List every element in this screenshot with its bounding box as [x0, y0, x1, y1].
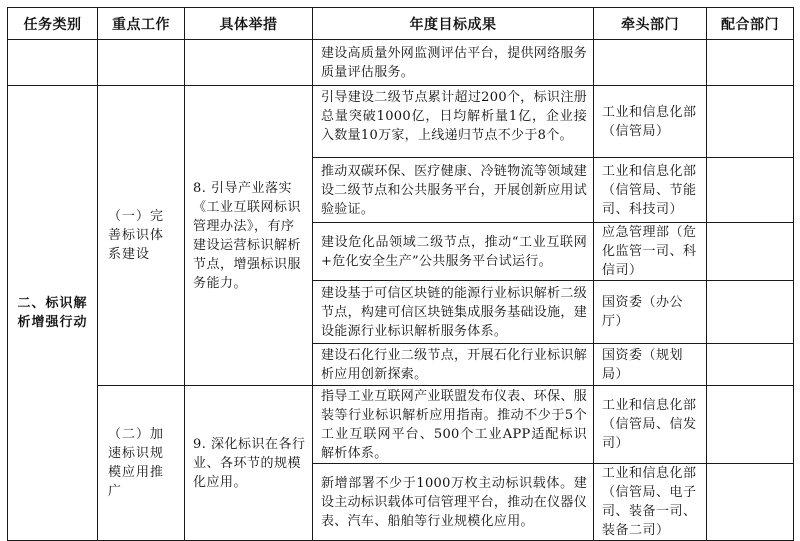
lead-dept-cell: 工业和信息化部（信管局、电子司、装备一司、装备二司）	[594, 464, 707, 541]
measure-cell: 9. 深化标识在各行业、各环节的规模化应用。	[185, 386, 313, 541]
key-work-cell: （二）加速标识规模应用推广	[98, 386, 185, 541]
table-row	[8, 86, 794, 158]
header-annual-goals: 年度目标成果	[313, 8, 594, 40]
header-row	[8, 8, 794, 40]
goal-cell: 建设基于可信区块链的能源行业标识解析二级节点，构建可信区块链集成服务基础设施，建设能源行业标识解析服务体系。	[313, 281, 594, 344]
goal-cell: 指导工业互联网产业联盟发布仪表、环保、服装等行业标识解析应用指南。推动不少于5个工业互联网平台、500个工业APP适配标识解析体系。	[313, 386, 594, 464]
table-row	[8, 40, 794, 86]
co-dept-cell	[707, 158, 794, 223]
header-category: 任务类别	[8, 8, 98, 40]
lead-dept-cell: 应急管理部（危化监管一司、科信司）	[594, 223, 707, 281]
lead-dept-cell: 工业和信息化部（信管局、节能司、科技司）	[594, 158, 707, 223]
co-dept-cell	[707, 464, 794, 541]
measure-cell: 8. 引导产业落实《工业互联网标识管理办法》，有序建设运营标识解析节点，增强标识服务能力。	[185, 86, 313, 386]
co-dept-cell	[707, 344, 794, 386]
header-key-work: 重点工作	[98, 8, 185, 40]
co-dept-cell	[707, 281, 794, 344]
measure-cell-empty	[185, 40, 313, 86]
lead-dept-cell: 国资委（规划局）	[594, 344, 707, 386]
goal-cell: 建设高质量外网监测评估平台，提供网络服务质量评估服务。	[313, 40, 594, 86]
table-row	[8, 386, 794, 464]
goal-cell: 新增部署不少于1000万枚主动标识载体。建设主动标识载体可信管理平台，推动在仪器仪表、汽车、船舶等行业规模化应用。	[313, 464, 594, 541]
lead-dept-cell-empty	[594, 40, 707, 86]
key-work-cell: （一）完善标识体系建设	[98, 86, 185, 386]
lead-dept-cell: 工业和信息化部（信管局、信发司）	[594, 386, 707, 464]
co-dept-cell	[707, 86, 794, 158]
category-cell: 二、标识解析增强行动	[8, 86, 98, 541]
goal-cell: 建设石化行业二级节点，开展石化行业标识解析应用创新探索。	[313, 344, 594, 386]
task-table	[7, 7, 794, 541]
lead-dept-cell: 国资委（办公厅）	[594, 281, 707, 344]
header-measures: 具体举措	[185, 8, 313, 40]
category-cell-empty	[8, 40, 98, 86]
key-work-cell-empty	[98, 40, 185, 86]
goal-cell: 引导建设二级节点累计超过200个，标识注册总量突破1000亿，日均解析量1亿，企业接入数量10万家，上线递归节点不少于8个。	[313, 86, 594, 158]
header-lead-dept: 牵头部门	[594, 8, 707, 40]
co-dept-cell	[707, 223, 794, 281]
co-dept-cell	[707, 386, 794, 464]
header-co-dept: 配合部门	[707, 8, 794, 40]
lead-dept-cell: 工业和信息化部（信管局）	[594, 86, 707, 158]
goal-cell: 建设危化品领域二级节点，推动“工业互联网+危化安全生产”公共服务平台试运行。	[313, 223, 594, 281]
co-dept-cell-empty	[707, 40, 794, 86]
goal-cell: 推动双碳环保、医疗健康、冷链物流等领域建设二级节点和公共服务平台，开展创新应用试验验证。	[313, 158, 594, 223]
